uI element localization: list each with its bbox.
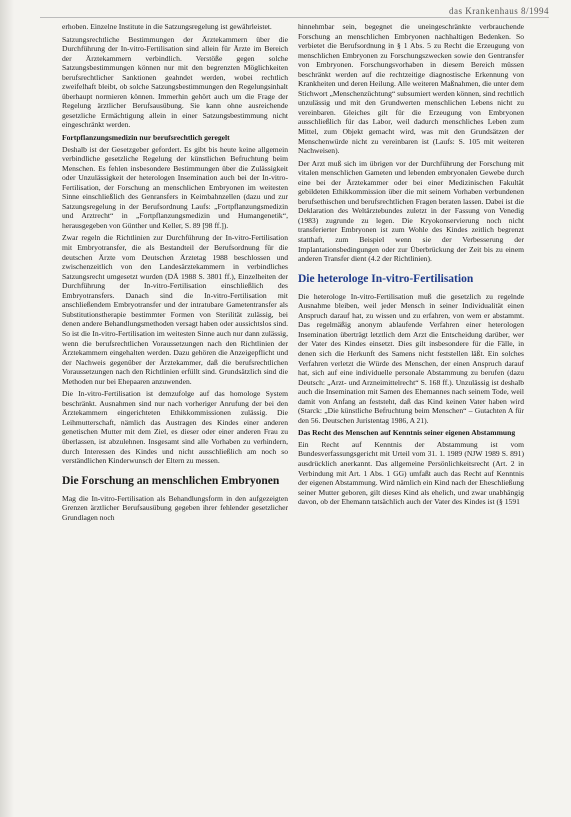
left-paragraph-2: Satzungsrechtliche Bestimmungen der Ärztekammern über die Durchführung der In-vitro-Fertilisation sind allein für Ärzte im Bereich der Ärztekammern verbindlich. Verstöße gegen solche Satzungsbestimmungen können nur mit den begrenzten Möglichkeiten berufsrechtlicher Sanktionen geahndet werden, wobei rechtlich zweifelhaft bleibt, ob solche Satzungsbestimmungen den Regelungsinhalt überhaupt normieren können. Immerhin gehört auch um die Frage der Regelung ärztlicher Berufsausübung. Sie kann ohne ausreichende gesetzliche Ermächtigung allein in einer Satzungsbestimmung nicht eingeschränkt werden. [62,34,288,130]
left-paragraph-5: Die In-vitro-Fertilisation ist demzufolge auf das homologe System beschränkt. Ausnahmen sind nur nach vorheriger Anrufung der bei den Ärztekammern eingerichteten Ethikkommissionen zulässig. Die Leihmutterschaft, nämlich das Austragen des Kindes einer anderen genetischen Mutter mit dem Ziel, es dieser oder einer anderen Frau zu überlassen, ist abzulehnen. Insgesamt sind alle Vorhaben zu verhindern, durch Interessen des Kindes und nicht ausschließlich am noch so verständlichen Kinderwunsch der Eltern zu messen. [62,389,288,466]
header-rule [40,17,549,18]
heading-heterologe-ivf: Die heterologe In-vitro-Fertilisation [298,272,474,285]
scan-edge-shadow [0,0,14,817]
left-column [62,22,288,812]
subheading-fortpflanzungsmedizin: Fortpflanzungsmedizin nur berufsrechtlich geregelt [62,133,230,143]
running-header: das Krankenhaus 8/1994 [449,6,549,16]
left-paragraph-6: Mag die In-vitro-Fertilisation als Behandlungsform in den aufgezeigten Grenzen ärztlicher Berufsausübung gegeben ihrer fehlender gesetzlicher Grundlagen noch [62,493,288,522]
right-paragraph-4: Ein Recht auf Kenntnis der Abstammung ist vom Bundesverfassungsgericht mit Urteil vom 31. 1. 1989 (NJW 1989 S. 891) ausdrücklich anerkannt. Das allgemeine Persönlichkeitsrecht (Art. 2 in Verbindung mit Art. 1 Abs. 1 GG) umfaßt auch das Recht auf Kenntnis der eigenen Abstammung. Wird nämlich ein Kind nach der Eheschließung seiner Mutter geboren, gilt dieses Kind als ehelich, und zwar unabhängig davon, ob der Ehemann tatsächlich auch der Vater des Kindes ist (§ 1591 [298,439,524,507]
left-paragraph-4: Zwar regeln die Richtlinien zur Durchführung der In-vitro-Fertilisation mit Embryotransfer, die als Bestandteil der Berufsordnung für die deutschen Ärzte vom Deutschen Ärztetag 1988 beschlossen und zwischenzeitlich von den Landesärztekammern in verbindliches Satzungsrecht umgesetzt wurden (DÄ 1988 S. 3801 ff.), Einzelheiten der Durchführung der In-vitro-Fertilisation einschließlich des Embryotransfers. Danach sind die In-vitro-Fertilisation mit anschließendem Embryotransfer und der intratubare Gametentransfer als Substitutionstherapie bestimmter Formen von Sterilität zulässig, bei denen andere Behandlungsmethoden versagt haben oder aussichtslos sind. So ist die In-vitro-Fertilisation im weitesten Sinne auch nur dann zulässig, wenn die berufsrechtlichen Voraussetzungen nach den Richtlinien der Ärztekammern eingehalten werden. Dazu gehören die Anzeigepflicht und der Nachweis gegenüber der Ärztekammer, daß die berufsrechtlichen Voraussetzungen nach den Richtlinien erfüllt sind. Grundsätzlich sind die Methoden nur bei Ehepaaren anzuwenden. [62,233,288,386]
left-paragraph-3: Deshalb ist der Gesetzgeber gefordert. Es gibt bis heute keine allgemein verbindliche gesetzliche Regelung der künstlichen Befruchtung beim Menschen. Es fehlen insbesondere Bestimmungen über die Zulässigkeit oder Unzulässigkeit der heterologen Insemination auch bei der In-vitro-Fertilisation, der Forschung an menschlichen Embryonen im weitesten Sinne einschließlich des Genransfers in Keimbahnzellen (dazu und zur Satzungsregelung in der Berufsordnung Laufs: „Fortpflanzungsmedizin und Arztrecht“ in „Fortpflanzungsmedizin und Humangenetik“, herausgegeben von Günther und Keller, S. 89 [98 ff.]). [62,144,288,230]
right-paragraph-3: Die heterologe In-vitro-Fertilisation muß die gesetzlich zu regelnde Ausnahme bleiben, weil jeder Mensch in seiner Individualität einen Anspruch darauf hat, zu wissen und zu erfahren, von wem er abstammt. Das regelmäßig anonym ablaufende Verfahren einer heterologen Insemination überträgt letztlich dem Arzt die Entscheidung darüber, wer der Vater des Kindes einsetzt. Dies gilt insbesondere für die Fälle, in denen sich die Herkunft des Samens nicht feststellen läßt. Ein solches Verfahren verletzt die Würde des Menschen, der einen Anspruch darauf hat, sich auf eine individuelle personale Abstammung zu berufen (dazu Deutsch: „Arzt- und Arzneimittelrecht“ S. 168 ff.). Unzulässig ist deshalb auch die Insemination mit Samen des Ehemannes nach seinem Tode, weil damit von Anfang an feststeht, daß das Kind keinen Vater haben wird (Starck: „Die künstliche Befruchtung beim Menschen“ – Gutachten A für den 56. Deutschen Juristentag 1986, A 21). [298,291,524,425]
right-paragraph-1: hinnehmbar sein, begegnet die uneingeschränkte verbrauchende Forschung an menschlichen Embryonen nachhaltigen Bedenken. So verbietet die Berufsordnung in § 1 Abs. 5 zu Recht die Erzeugung von menschlichen Embryonen zu Forschungszwecken sowie den Gentransfer von Embryonen. Forschungsvorhaben in diesem Bereich müssen beschränkt werden auf die rechtzeitige diagnostische Erkennung von Krankheiten und deren Heilung. Alle weiteren Maßnahmen, die unter dem Stichwort „Menschenzüchtung“ subsumiert werden können, sind rechtlich unzulässig und mit den Grundwerten menschlichen Lebens nicht zu vereinbaren. Gleiches gilt für die Erzeugung von Embryonen ausschließlich für das Labor, weil dadurch menschliches Leben zum Mittel, zum Objekt gemacht wird, was mit den Grundsätzen der Menschenwürde nicht zu vereinbaren ist (Laufs: S. 105 mit weiteren Nachweisen). [298,22,524,156]
heading-forschung-embryonen: Die Forschung an menschlichen Embryonen [62,474,280,487]
left-paragraph-1: erhoben. Einzelne Institute in die Satzungsregelung ist gewährleistet. [62,22,272,31]
subheading-recht-abstammung: Das Recht des Menschen auf Kenntnis seiner eigenen Abstammung [298,428,516,438]
right-paragraph-2: Der Arzt muß sich im übrigen vor der Durchführung der Forschung mit vitalen menschlichen Gameten und lebenden embryonalen Gewebe durch eine bei der Ärztekammer oder bei einer Medizinischen Fakultät gebildeten Ethikkommission über die mit seinem Vorhaben verbundenen berufsethischen und berufsrechtlichen Fragen beraten lassen. Dabei ist die Deklaration des Weltärztebundes zuletzt in der Fassung von Venedig (1983) zugrunde zu legen. Die Kryokonservierung noch nicht transferierter Embryonen ist zum Wohle des Kindes zeitlich begrenzt statthaft, zum Beispiel wenn sie der Verbesserung der Implantationsbedingungen oder zur Überbrückung der Zeit bis zu einem anderen Transfer dient (4.2 der Richtlinien). [298,158,524,264]
right-column [298,22,524,812]
